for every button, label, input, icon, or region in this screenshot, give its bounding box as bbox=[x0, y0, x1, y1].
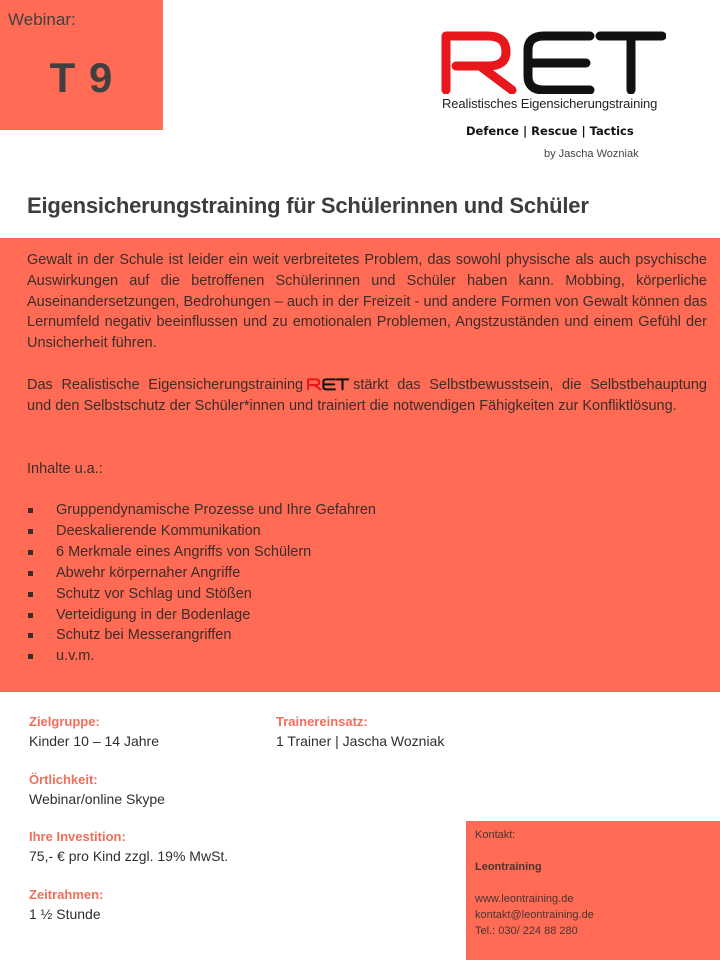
bullet-icon bbox=[28, 571, 33, 576]
detail-label: Zielgruppe: bbox=[29, 714, 100, 729]
detail-value: Kinder 10 – 14 Jahre bbox=[29, 733, 159, 749]
contact-phone: Tel.: 030/ 224 88 280 bbox=[475, 925, 578, 937]
bullet-icon bbox=[28, 654, 33, 659]
detail-value: 75,- € pro Kind zzgl. 19% MwSt. bbox=[29, 848, 229, 864]
page-title: Eigensicherungstraining für Schülerinnen und Schüler bbox=[27, 193, 589, 218]
detail-zielgruppe bbox=[29, 713, 159, 751]
detail-investition bbox=[29, 828, 228, 866]
detail-value: 1 Trainer | Jascha Wozniak bbox=[276, 733, 445, 749]
intro-paragraph-1: Gewalt in der Schule ist leider ein weit verbreitetes Problem, das sowohl physische als auch psychische Auswirkungen auf die betroffenen Schülerinnen und Schüler haben kann. Mobbing, körperliche Auseinandersetzungen, Bedrohungen – auch in der Freizeit - und andere Formen von Gewalt können das Lernumfeld negativ beeinflussen und zu emotionalen Problemen, Angstzuständen und einem Gefühl der Unsicherheit führen. bbox=[27, 252, 707, 352]
paragraph-2-end: stärkt das Selbstbewusstsein, die Selbstbehauptung und den Selbstschutz der Schüler*innen und trainiert die notwendigen Fähigkeiten zur Konfliktlösung. bbox=[27, 377, 707, 414]
bullet-icon bbox=[28, 613, 33, 618]
detail-label: Ihre Investition: bbox=[29, 829, 126, 844]
list-item: Gruppendynamische Prozesse und Ihre Gefahren bbox=[27, 500, 376, 521]
list-item: Abwehr körpernaher Angriffe bbox=[27, 563, 376, 584]
list-item: Schutz vor Schlag und Stößen bbox=[27, 584, 376, 605]
bullet-icon bbox=[28, 529, 33, 534]
detail-oertlichkeit bbox=[29, 771, 165, 809]
intro-section bbox=[0, 238, 720, 692]
detail-value: 1 ½ Stunde bbox=[29, 906, 101, 922]
list-item: Deeskalierende Kommunikation bbox=[27, 521, 376, 542]
webinar-code: T 9 bbox=[49, 54, 114, 101]
bullet-icon bbox=[28, 633, 33, 638]
detail-zeitrahmen bbox=[29, 886, 103, 924]
bullet-icon bbox=[28, 508, 33, 513]
logo-author: by Jascha Wozniak bbox=[544, 148, 639, 160]
webinar-badge bbox=[0, 0, 163, 130]
contents-list bbox=[27, 500, 376, 667]
detail-label: Örtlichkeit: bbox=[29, 772, 98, 787]
logo-tagline: Defence | Rescue | Tactics bbox=[466, 124, 634, 138]
list-item: Verteidigung in der Bodenlage bbox=[27, 605, 376, 626]
intro-paragraph-2 bbox=[27, 375, 707, 417]
detail-label: Zeitrahmen: bbox=[29, 887, 104, 902]
contact-email-link[interactable]: kontakt@leontraining.de bbox=[475, 909, 594, 921]
ret-logo bbox=[440, 28, 680, 168]
detail-value: Webinar/online Skype bbox=[29, 791, 165, 807]
contact-website-link[interactable]: www.leontraining.de bbox=[475, 893, 574, 905]
detail-trainereinsatz bbox=[276, 713, 444, 751]
list-item: u.v.m. bbox=[27, 646, 376, 667]
paragraph-2-start: Das Realistische Eigensicherungstraining bbox=[27, 377, 304, 393]
list-item: 6 Merkmale eines Angriffs von Schülern bbox=[27, 542, 376, 563]
contact-label: Kontakt: bbox=[475, 829, 516, 841]
logo-subtitle: Realistisches Eigensicherungstraining bbox=[442, 96, 658, 111]
webinar-label: Webinar: bbox=[8, 10, 76, 29]
contents-label: Inhalte u.a.: bbox=[27, 461, 103, 477]
contact-box bbox=[466, 821, 720, 960]
bullet-icon bbox=[28, 550, 33, 555]
list-item: Schutz bei Messerangriffen bbox=[27, 625, 376, 646]
ret-inline-logo-icon bbox=[307, 377, 349, 391]
contact-company: Leontraining bbox=[475, 861, 542, 873]
bullet-icon bbox=[28, 592, 33, 597]
ret-logo-mark-icon bbox=[440, 28, 666, 94]
detail-label: Trainereinsatz: bbox=[276, 714, 368, 729]
